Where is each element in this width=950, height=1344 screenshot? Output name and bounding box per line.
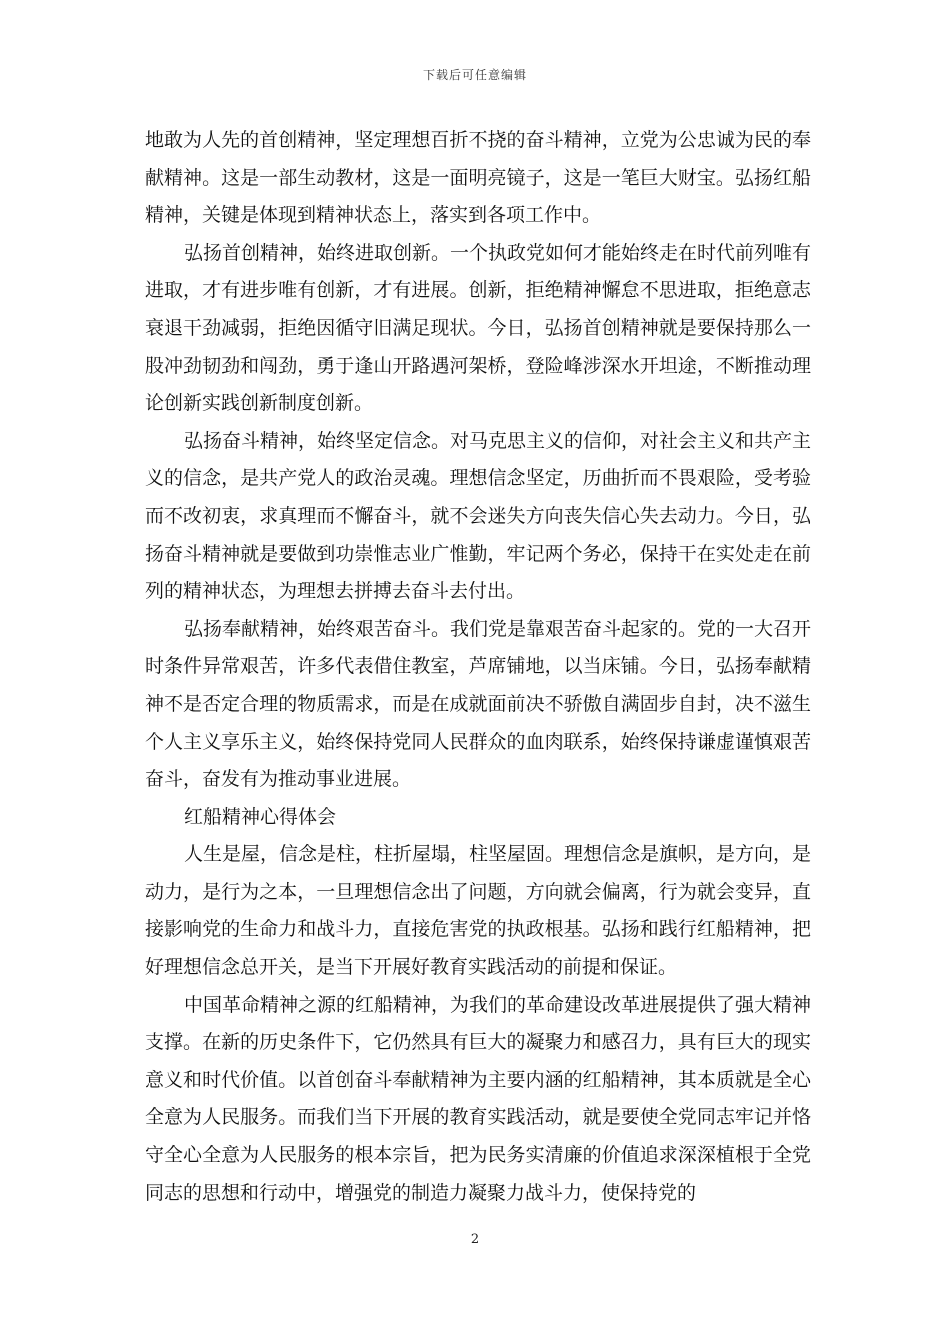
section-heading: 红船精神心得体会: [184, 805, 337, 828]
page-header-note: 下载后可任意编辑: [422, 68, 527, 82]
paragraph: 地敢为人先的首创精神，坚定理想百折不挠的奋斗精神，立党为公忠诚为民的奉献精神。这是一部生动教材，这是一面明亮镜子，这是一笔巨大财宝。弘扬红船精神，关键是体现到精神状态上，落实到各项工作中。: [145, 129, 811, 227]
paragraph: 人生是屋，信念是柱，柱折屋塌，柱坚屋固。理想信念是旗帜，是方向，是动力，是行为之本，一旦理想信念出了问题，方向就会偏离，行为就会变异，直接影响党的生命力和战斗力，直接危害党的执政根基。弘扬和践行红船精神，把好理想信念总开关，是当下开展好教育实践活动的前提和保证。: [145, 843, 812, 979]
paragraph: 弘扬奉献精神，始终艰苦奋斗。我们党是靠艰苦奋斗起家的。党的一大召开时条件异常艰苦，许多代表借住教室，芦席铺地，以当床铺。今日，弘扬奉献精神不是否定合理的物质需求，而是在成就面前决不骄傲自满固步自封，决不滋生个人主义享乐主义，始终保持党同人民群众的血肉联系，始终保持谦虚谨慎艰苦奋斗，奋发有为推动事业进展。: [145, 617, 812, 791]
document-body: [145, 122, 811, 1212]
paragraph: 弘扬奋斗精神，始终坚定信念。对马克思主义的信仰，对社会主义和共产主义的信念，是共产党人的政治灵魂。理想信念坚定，历曲折而不畏艰险，受考验而不改初衷，求真理而不懈奋斗，就不会迷失方向丧失信心失去动力。今日，弘扬奋斗精神就是要做到功崇惟志业广惟勤，牢记两个务必，保持干在实处走在前列的精神状态，为理想去拼搏去奋斗去付出。: [145, 429, 812, 603]
page-number: 2: [470, 1232, 480, 1247]
paragraph: 弘扬首创精神，始终进取创新。一个执政党如何才能始终走在时代前列唯有进取，才有进步唯有创新，才有进展。创新，拒绝精神懈怠不思进取，拒绝意志衰退干劲减弱，拒绝因循守旧满足现状。今日，弘扬首创精神就是要保持那么一股冲劲韧劲和闯劲，勇于逢山开路遇河架桥，登险峰涉深水开坦途，不断推动理论创新实践创新制度创新。: [145, 241, 812, 415]
paragraph: 中国革命精神之源的红船精神，为我们的革命建设改革进展提供了强大精神支撑。在新的历史条件下，它仍然具有巨大的凝聚力和感召力，具有巨大的现实意义和时代价值。以首创奋斗奉献精神为主要内涵的红船精神，其本质就是全心全意为人民服务。而我们当下开展的教育实践活动，就是要使全党同志牢记并恪守全心全意为人民服务的根本宗旨，把为民务实清廉的价值追求深深植根于全党同志的思想和行动中，增强党的制造力凝聚力战斗力，使保持党的: [145, 993, 812, 1204]
